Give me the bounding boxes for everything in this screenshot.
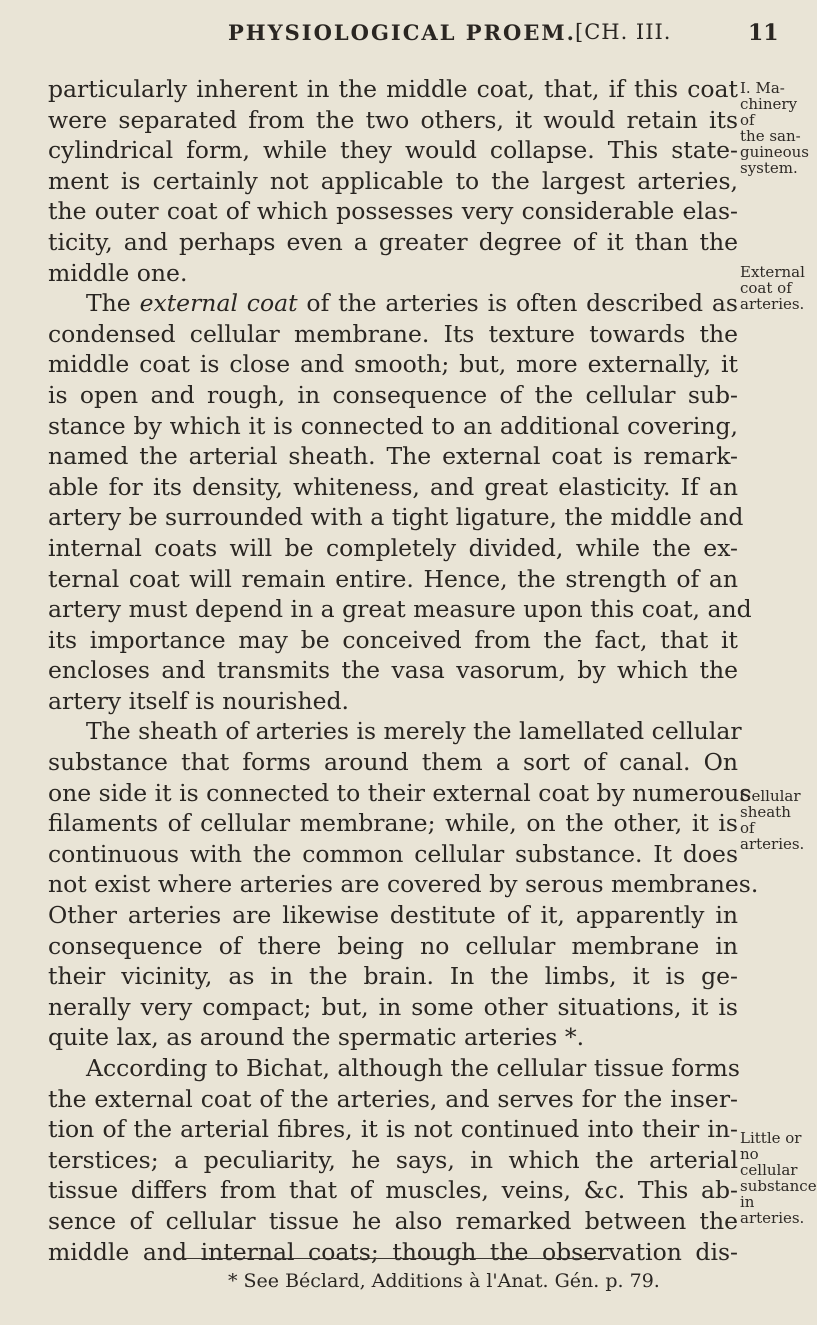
text-line: particularly inherent in the middle coat, that, if this coat <box>48 75 738 103</box>
text-line: encloses and transmits the vasa vasorum, by which the <box>48 656 738 685</box>
italic-term: external coat <box>139 289 298 318</box>
text-line: the outer coat of which possesses very considerable elas- <box>48 197 738 226</box>
text-line: The sheath of arteries is merely the lamellated cellular <box>86 717 742 746</box>
running-header <box>0 14 800 54</box>
margin-note-cellular-sheath: Cellular sheath of arteries. <box>740 787 805 853</box>
text-line: able for its density, whiteness, and great elasticity. If an <box>48 472 738 501</box>
text-line: tion of the arterial fibres, it is not continued into their in- <box>48 1115 738 1144</box>
running-title: PHYSIOLOGICAL PROEM. <box>228 20 576 45</box>
text-line: Other arteries are likewise destitute of it, apparently in <box>48 901 738 930</box>
text-line: not exist where arteries are covered by serous membranes. <box>48 870 759 899</box>
text-line: stance by which it is connected to an additional covering, <box>48 411 738 440</box>
text-line: middle coat is close and smooth; but, more externally, it <box>48 350 738 379</box>
text-line: filaments of cellular membrane; while, on the other, it is <box>48 809 738 838</box>
text-line: ternal coat will remain entire. Hence, the strength of an <box>48 564 738 593</box>
text-line: middle one. <box>48 258 188 287</box>
margin-note-external-coat: External coat of arteries. <box>740 263 805 313</box>
page-number: 11 <box>748 20 779 46</box>
text-line: artery be surrounded with a tight ligature, the middle and <box>48 503 744 532</box>
text-line: is open and rough, in consequence of the cellular sub- <box>48 380 738 409</box>
text-line: one side it is connected to their external coat by numerous <box>48 778 752 807</box>
text-line: continuous with the common cellular substance. It does <box>48 839 738 868</box>
text-line: named the arterial sheath. The external coat is remark- <box>48 442 738 471</box>
text-line: terstices; a peculiarity, he says, in which the arterial <box>48 1145 738 1174</box>
text-line: According to Bichat, although the cellular tissue forms <box>86 1054 740 1082</box>
text-line: its importance may be conceived from the fact, that it <box>48 625 738 654</box>
text-line: middle and internal coats; though the observation dis- <box>48 1237 738 1266</box>
text-line: were separated from the two others, it would retain its <box>48 105 738 134</box>
text-line: artery must depend in a great measure upon this coat, and <box>48 595 752 624</box>
footnote: * See Béclard, Additions à l'Anat. Gén. p. 79. <box>228 1270 660 1292</box>
text-line: their vicinity, as in the brain. In the limbs, it is ge- <box>48 962 738 991</box>
text-line: ment is certainly not applicable to the largest arteries, <box>48 166 738 195</box>
text-line: condensed cellular membrane. Its texture towards the <box>48 319 738 348</box>
text-line: cylindrical form, while they would collapse. This state- <box>48 136 738 165</box>
chapter-marker: [CH. III. <box>575 20 672 44</box>
text-line: tissue differs from that of muscles, veins, &c. This ab- <box>48 1176 738 1205</box>
text-line: substance that forms around them a sort of canal. On <box>48 748 738 777</box>
text-line: the external coat of the arteries, and serves for the inser- <box>48 1084 738 1113</box>
text-line: The external coat of the arteries is often described as <box>86 289 738 318</box>
text-line: ticity, and perhaps even a greater degree of it than the <box>48 227 738 256</box>
text-line: nerally very compact; but, in some other situations, it is <box>48 992 738 1021</box>
text-line: sence of cellular tissue he also remarked between the <box>48 1206 738 1235</box>
footnote-rule <box>175 1258 610 1259</box>
text-line: internal coats will be completely divided, while the ex- <box>48 533 738 562</box>
text-line: consequence of there being no cellular membrane in <box>48 931 738 960</box>
text-line: artery itself is nourished. <box>48 686 350 715</box>
margin-note-machinery: I. Ma- chinery of the san- guineous system. <box>740 79 809 177</box>
margin-note-little-cellular: Little or no cellular substance in arteries. <box>740 1129 817 1227</box>
body-text <box>48 74 759 1267</box>
text-line: quite lax, as around the spermatic arteries *. <box>48 1023 585 1052</box>
